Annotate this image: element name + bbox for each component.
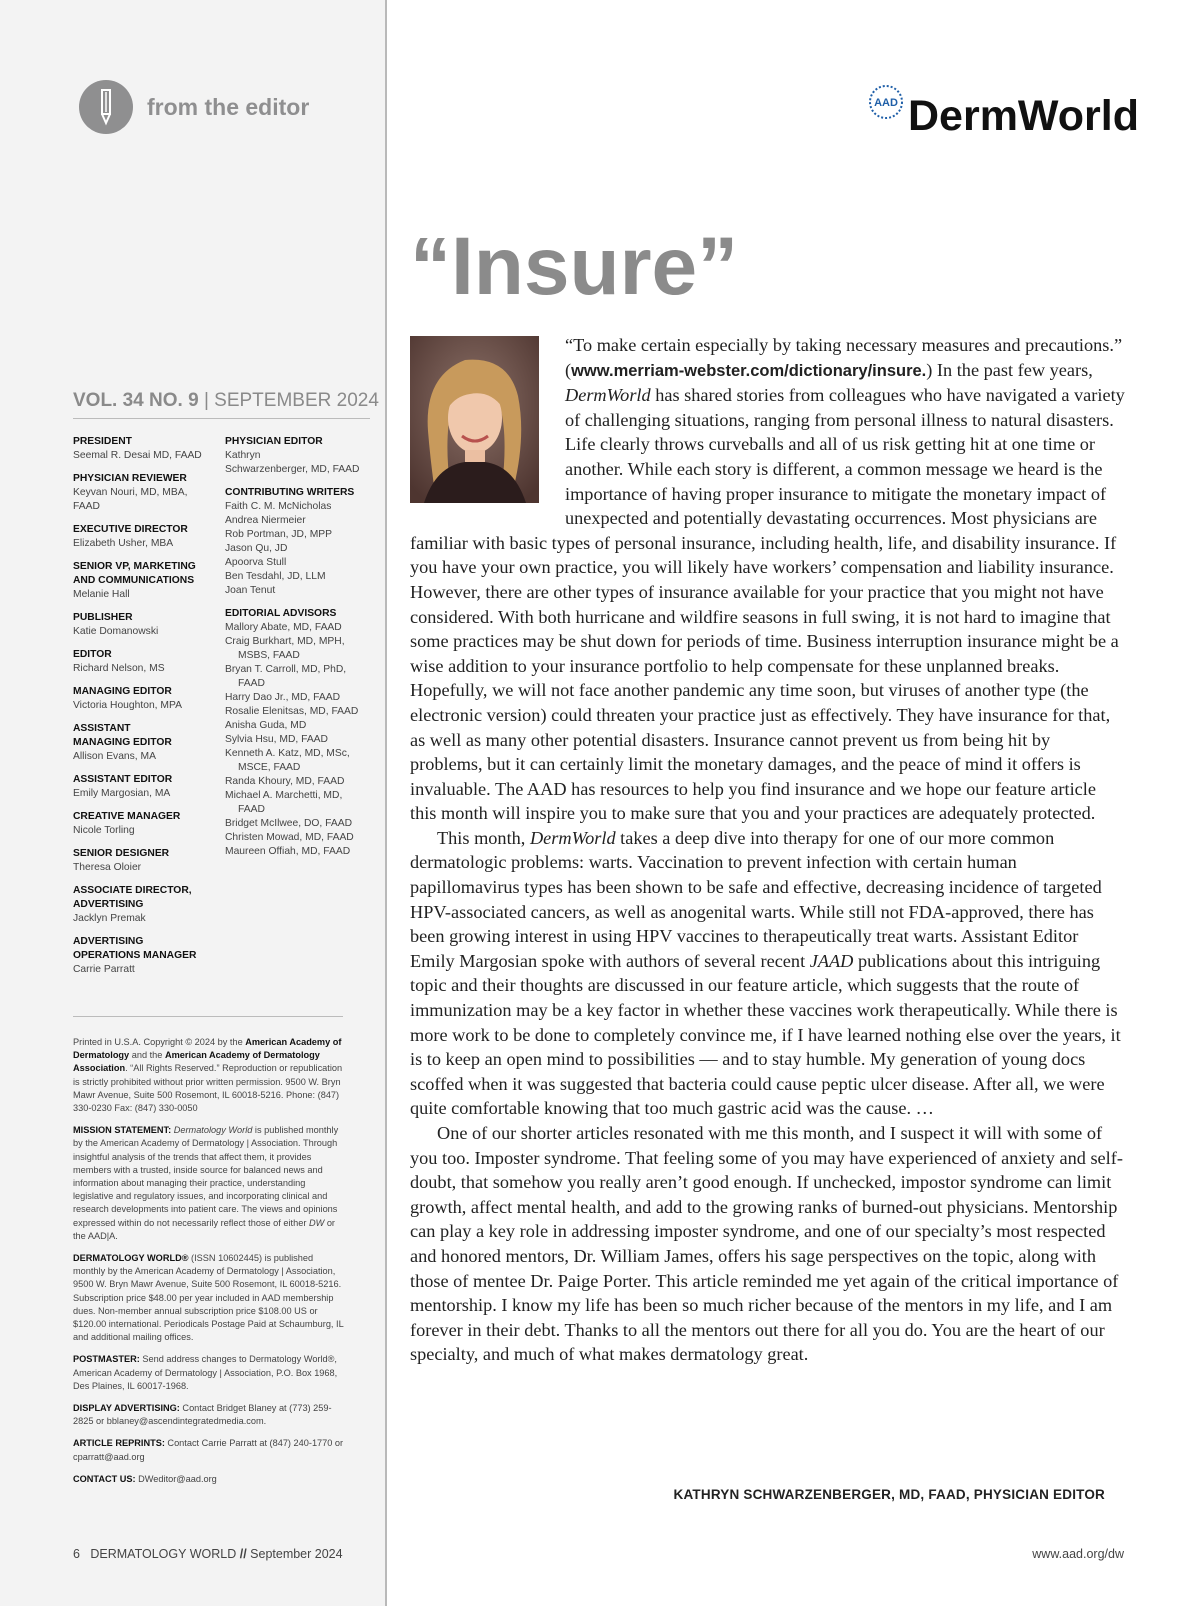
- masthead-name: Elizabeth Usher, MBA: [73, 538, 174, 549]
- masthead-name: Keyvan Nouri, MD, MBA,: [73, 487, 188, 498]
- masthead-role: EXECUTIVE DIRECTOR: [73, 524, 188, 535]
- masthead-role: PRESIDENT: [73, 436, 132, 447]
- masthead-name: Rosalie Elenitsas, MD, FAAD: [225, 706, 359, 717]
- paragraph-1: “To make certain especially by taking necessary measures and precautions.” (www.merriam-webster.com/dictionary/insure.) In the past few years, DermWorld has shared stories from colleagues who have navigated a variety of challenging situations, ranging from personal illness to natural disasters. Life clearly throws curveballs and all of us risk getting hit at one time or another. While each story is different, a common message we heard is the importance of having proper insurance to mitigate the monetary impact of unexpected and potentially devastating occurrences. Most physicians are familiar with basic types of personal insurance, including health, life, and disability insurance. If you have your own practice, you will likely have workers’ compensation and liability insurance. However, there are other types of insurance available for your practice that you might not have considered. With both hurricane and wildfire seasons in full swing, it is not hard to imagine that some practices may be shut down for periods of time. Business interruption insurance might be a wise addition to your insurance portfolio to help compensate for these unplanned breaks. Hopefully, we will not face another pandemic any time soon, but viruses of another type (the electronic version) could threaten your practice just as effectively. They have insurance for that, as well as many other potential disasters. Insurance cannot prevent us from being hit by problems, but it can certainly limit the monetary damages, and the peace of mind it offers is invaluable. The AAD has resources to help you find insurance and we hope our feature article this month will inspire you to make sure that you and your practices are adequately protected.: [410, 335, 1125, 824]
- copyright-notice: Printed in U.S.A. Copyright © 2024 by the American Academy of Dermatology and the American Academy of Dermatology Association. “All Rights Reserved.” Reproduction or republication is strictly prohibited without prior written permission. 9500 W. Bryn Mawr Avenue, Suite 500 Rosemont, IL 60018-5216. Phone: (847) 330-0230 Fax: (847) 330-0050: [73, 1037, 343, 1114]
- masthead-name: MSCE, FAAD: [238, 762, 301, 773]
- masthead-name: Craig Burkhart, MD, MPH,: [225, 636, 345, 647]
- masthead-role: ASSOCIATE DIRECTOR, ADVERTISING: [73, 885, 192, 910]
- masthead-name: Sylvia Hsu, MD, FAAD: [225, 734, 328, 745]
- page-folio: [73, 1547, 343, 1561]
- masthead-role: ADVERTISING OPERATIONS MANAGER: [73, 936, 197, 961]
- masthead-role: PHYSICIAN EDITOR: [225, 436, 323, 447]
- section-label: from the editor: [147, 93, 310, 120]
- masthead-name: Emily Margosian, MA: [73, 788, 171, 799]
- page-number: 6: [73, 1547, 80, 1561]
- masthead-role: PHYSICIAN REVIEWER: [73, 473, 187, 484]
- masthead-name: Nicole Torling: [73, 825, 135, 836]
- masthead-name: Apoorva Stull: [225, 557, 287, 568]
- issue-date: SEPTEMBER 2024: [214, 390, 379, 411]
- masthead-role: PUBLISHER: [73, 612, 133, 623]
- issue-line: [73, 390, 379, 419]
- masthead-name: Carrie Parratt: [73, 964, 135, 975]
- masthead-name: Jacklyn Premak: [73, 913, 146, 924]
- masthead-name: Randa Khoury, MD, FAAD: [225, 776, 345, 787]
- masthead-role: EDITORIAL ADVISORS: [225, 608, 337, 619]
- magazine-name: DERMATOLOGY WORLD: [90, 1547, 237, 1561]
- photo-wrap-spacer: [410, 333, 565, 508]
- masthead-name: Katie Domanowski: [73, 626, 159, 637]
- issue-volume: VOL. 34 NO. 9: [73, 390, 199, 411]
- masthead-name: Bryan T. Carroll, MD, PhD,: [225, 664, 347, 675]
- masthead-name: Bridget McIlwee, DO, FAAD: [225, 818, 353, 829]
- svg-text:AAD: AAD: [874, 97, 898, 109]
- masthead-role: SENIOR VP, MARKETING AND COMMUNICATIONS: [73, 561, 196, 586]
- masthead-role: CONTRIBUTING WRITERS: [225, 487, 355, 498]
- masthead-name: Allison Evans, MA: [73, 751, 156, 762]
- masthead-name: Jason Qu, JD: [225, 543, 288, 554]
- masthead-role: CREATIVE MANAGER: [73, 811, 181, 822]
- folio-slashes: //: [239, 1547, 247, 1561]
- folio-date: September 2024: [250, 1547, 343, 1561]
- legal-notices: [73, 1036, 345, 1495]
- masthead-name: FAAD: [238, 804, 265, 815]
- masthead-role: ASSISTANT EDITOR: [73, 774, 173, 785]
- masthead-name: Christen Mowad, MD, FAAD: [225, 832, 354, 843]
- footer-url[interactable]: www.aad.org/dw: [1032, 1547, 1124, 1561]
- masthead-name: Harry Dao Jr., MD, FAAD: [225, 692, 340, 703]
- publication-notice: DERMATOLOGY WORLD® (ISSN 10602445) is published monthly by the American Academy of Dermatology | Association, 9500 W. Bryn Mawr Avenue, Suite 500 Rosemont, IL 60018-5216. Subscription price $48.00 per year included in AAD membership dues. Non-member annual subscription price $108.00 US or $120.00 international. Periodicals Postage Paid at Schaumburg, IL and additional mailing offices.: [73, 1253, 344, 1343]
- masthead-name: Faith C. M. McNicholas: [225, 501, 332, 512]
- postmaster-notice: POSTMASTER: Send address changes to Dermatology World®, American Academy of Dermatology | Association, P.O. Box 1968, Des Plaines, IL 60017-1968.: [73, 1354, 338, 1391]
- masthead-role: ASSISTANT MANAGING EDITOR: [73, 723, 172, 748]
- masthead-name: Victoria Houghton, MPA: [73, 700, 182, 711]
- masthead-name: Michael A. Marchetti, MD,: [225, 790, 343, 801]
- article-body: [410, 333, 1125, 1367]
- masthead-left-column: [73, 435, 223, 977]
- masthead-name: Joan Tenut: [225, 585, 276, 596]
- article-reprints: ARTICLE REPRINTS: Contact Carrie Parratt at (847) 240-1770 or cparratt@aad.org: [73, 1438, 344, 1462]
- masthead-name: FAAD: [238, 678, 265, 689]
- aad-badge-icon: [866, 84, 908, 126]
- mission-statement: MISSION STATEMENT: Dermatology World is published monthly by the American Academy of Dermatology | Association. Through insightful analysis of the trends that affect them, it provides members with a trusted, inside source for balanced news and information about managing their practice, understanding legislative and regulatory issues, and incorporating clinical and research developments into patient care. The views and opinions expressed within do not necessarily reflect those of either DW or the AAD|A.: [73, 1125, 339, 1241]
- masthead-right-column: [225, 435, 375, 859]
- masthead-name: Seemal R. Desai MD, FAAD: [73, 450, 202, 461]
- dictionary-link[interactable]: www.merriam-webster.com/dictionary/insure.: [571, 361, 927, 380]
- paragraph-3: One of our shorter articles resonated with me this month, and I suspect it will with some of you too. Imposter syndrome. That feeling some of you may have experienced of anxiety and self-doubt, that somehow you really aren’t good enough. If unchecked, impostor syndrome can limit growth, affect mental health, and add to the growing ranks of burned-out physicians. Mentorship can play a key role in addressing imposter syndrome, and one of our specialty’s most respected and honored mentors, Dr. William James, offers his sage perspectives on the topic, along with those of mentee Dr. Paige Porter. This article reminded me yet again of the critical importance of mentorship. I know my life has been so much richer because of the mentors in my life, and I am forever in their debt. Thanks to all the mentors out there for all you do. You are the heart of our specialty, and much of what makes dermatology great.: [410, 1123, 1123, 1365]
- section-header: [79, 80, 309, 134]
- masthead-name: Maureen Offiah, MD, FAAD: [225, 846, 351, 857]
- masthead-name: Andrea Niermeier: [225, 515, 306, 526]
- masthead-name: Melanie Hall: [73, 589, 130, 600]
- logo-wordmark: DermWorld: [908, 92, 1139, 140]
- masthead-name: Richard Nelson, MS: [73, 663, 165, 674]
- column-divider: [385, 0, 387, 1606]
- pencil-icon: [79, 80, 133, 134]
- masthead-name: Mallory Abate, MD, FAAD: [225, 622, 342, 633]
- article-headline: “Insure”: [410, 221, 739, 312]
- issue-separator: |: [203, 390, 209, 411]
- masthead-name: Ben Tesdahl, JD, LLM: [225, 571, 326, 582]
- masthead-name: FAAD: [73, 501, 100, 512]
- masthead-role: EDITOR: [73, 649, 112, 660]
- masthead-name: Kathryn: [225, 450, 261, 461]
- masthead-name: Schwarzenberger, MD, FAAD: [225, 464, 360, 475]
- masthead-name: Kenneth A. Katz, MD, MSc,: [225, 748, 350, 759]
- paragraph-2: This month, DermWorld takes a deep dive into therapy for one of our more common dermatologic problems: warts. Vaccination to prevent infection with certain human papillomavirus types has been shown to be safe and effective, decreasing incidence of targeted HPV-associated cancers, as well as anogenital warts. While still not FDA-approved, there has been growing interest in using HPV vaccines to therapeutically treat warts. Assistant Editor Emily Margosian spoke with authors of several recent JAAD publications about this intriguing topic and their thoughts are discussed in our feature article, which suggests that the route of immunization may be a key factor in whether these vaccines work therapeutically. While there is more work to be done to completely convince me, if I have learned nothing else over the years, it is to keep an open mind to possibilities — and to stay humble. My generation of young docs scoffed when it was suggested that bacteria could cause peptic ulcer disease. After all, we were quite comfortable knowing that too much gastric acid was the cause. …: [410, 827, 1121, 1119]
- masthead-name: Theresa Oloier: [73, 862, 142, 873]
- masthead-role: MANAGING EDITOR: [73, 686, 172, 697]
- masthead-role: SENIOR DESIGNER: [73, 848, 170, 859]
- display-advertising: DISPLAY ADVERTISING: Contact Bridget Blaney at (773) 259-2825 or bblaney@ascendintegratedmedia.com.: [73, 1403, 332, 1427]
- masthead-name: Rob Portman, JD, MPP: [225, 529, 333, 540]
- masthead-name: Anisha Guda, MD: [225, 720, 307, 731]
- contact-us: CONTACT US: DWeditor@aad.org: [73, 1473, 217, 1484]
- dermworld-logo: [866, 84, 1166, 144]
- editor-signature: KATHRYN SCHWARZENBERGER, MD, FAAD, PHYSICIAN EDITOR: [673, 1487, 1105, 1502]
- separator-line: [73, 1016, 343, 1017]
- masthead-name: MSBS, FAAD: [238, 650, 300, 661]
